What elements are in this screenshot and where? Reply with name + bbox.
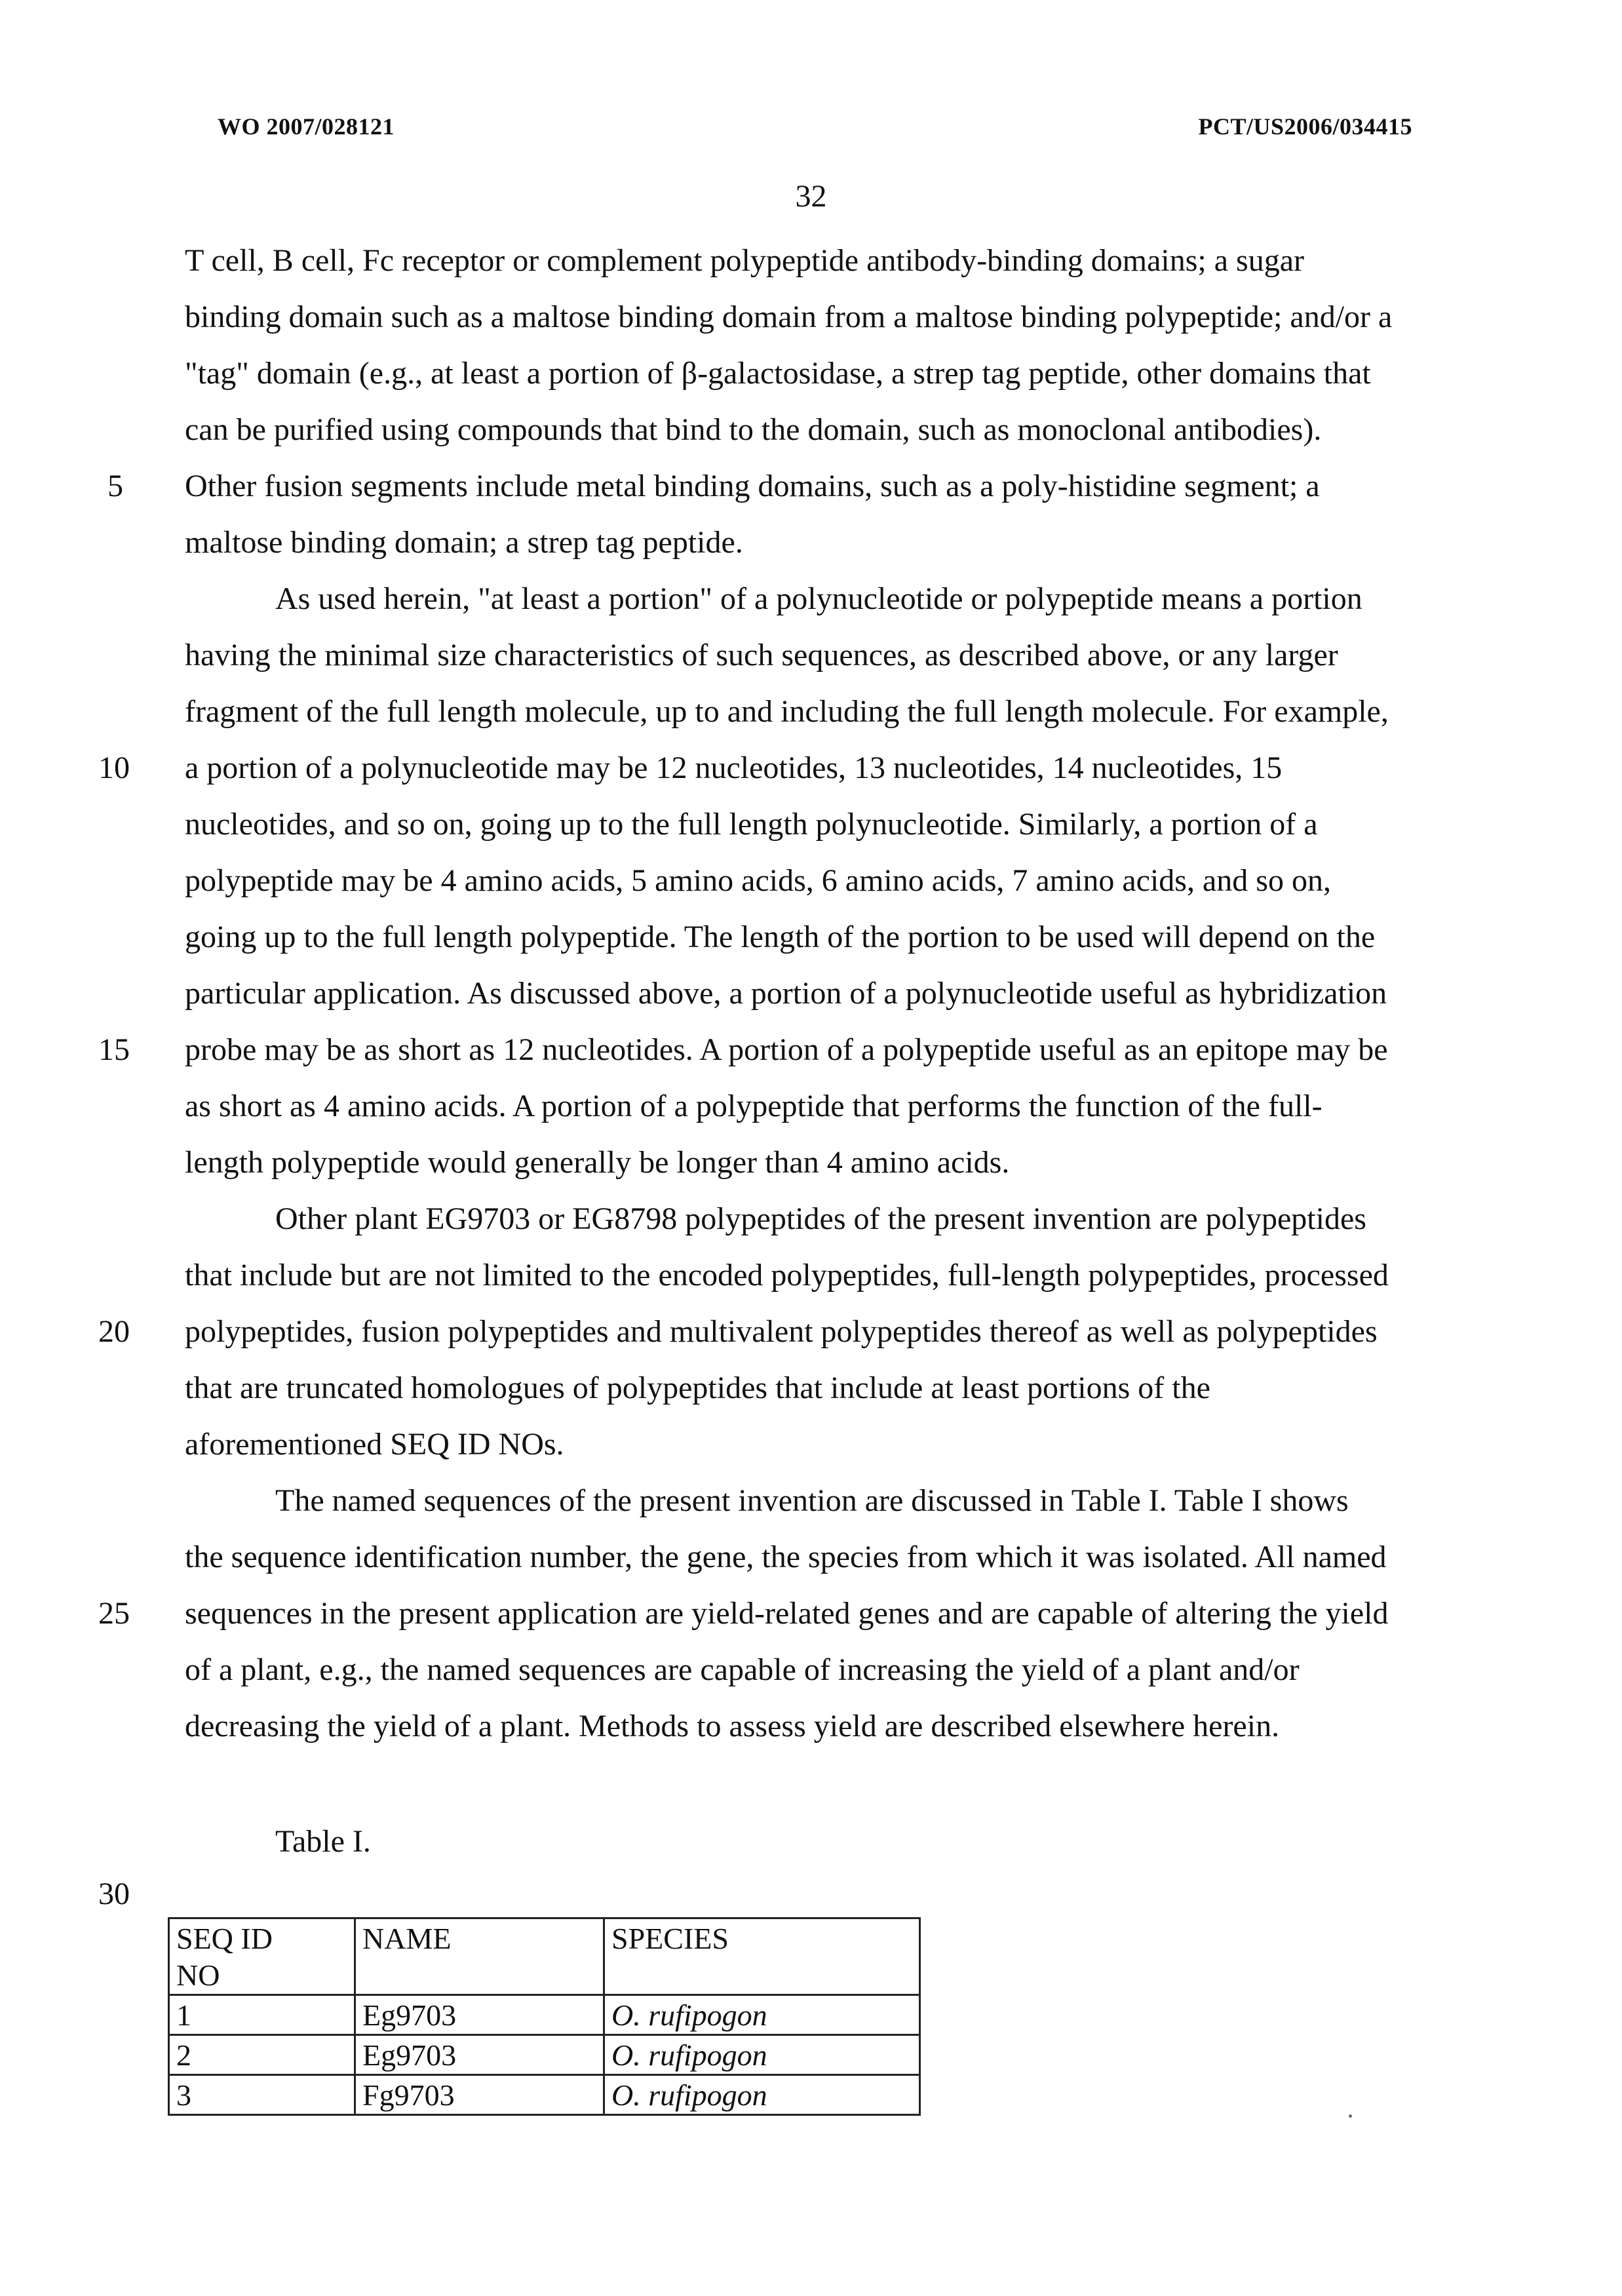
text-line: maltose binding domain; a strep tag peptide. [185,525,743,560]
column-header: NAME [355,1918,604,1995]
application-number: PCT/US2006/034415 [1198,113,1412,140]
table-cell: Fg9703 [355,2075,604,2115]
sequence-table [168,1917,921,2116]
table-cell: 1 [169,1995,355,2035]
text-line: The named sequences of the present invention are discussed in Table I. Table I shows [275,1483,1349,1518]
text-line: T cell, B cell, Fc receptor or complement polypeptide antibody-binding domains; a sugar [185,243,1305,278]
table-cell: 3 [169,2075,355,2115]
margin-line-number: 15 [98,1032,130,1067]
publication-number: WO 2007/028121 [218,113,395,140]
text-line: binding domain such as a maltose binding domain from a maltose binding polypeptide; and/or a [185,300,1393,334]
text-line: sequences in the present application are yield-related genes and are capable of altering the yield [185,1596,1389,1631]
scan-speck [1349,2114,1352,2118]
text-line: aforementioned SEQ ID NOs. [185,1427,564,1462]
text-line: particular application. As discussed above, a portion of a polynucleotide useful as hybridization [185,976,1387,1011]
table-caption: Table I. [275,1824,371,1859]
text-line: as short as 4 amino acids. A portion of a polypeptide that performs the function of the full- [185,1089,1323,1123]
column-header: SPECIES [604,1918,920,1995]
text-line: length polypeptide would generally be longer than 4 amino acids. [185,1145,1010,1180]
table-cell: Eg9703 [355,1995,604,2035]
text-line: fragment of the full length molecule, up to and including the full length molecule. For example, [185,694,1389,729]
text-line: that are truncated homologues of polypeptides that include at least portions of the [185,1371,1210,1405]
text-line: having the minimal size characteristics of such sequences, as described above, or any larger [185,638,1338,672]
table-row [169,1995,920,2035]
text-line: going up to the full length polypeptide. The length of the portion to be used will depend on the [185,920,1376,954]
column-header [169,1918,355,1995]
table-row [169,2035,920,2075]
text-line: nucleotides, and so on, going up to the full length polynucleotide. Similarly, a portion of a [185,807,1318,842]
table-cell: Eg9703 [355,2035,604,2075]
table-row [169,2075,920,2115]
text-line: Other plant EG9703 or EG8798 polypeptides of the present invention are polypeptides [275,1201,1366,1236]
table-cell: O. rufipogon [604,1995,920,2035]
margin-line-number: 5 [107,469,123,503]
table-header-row [169,1918,920,1995]
text-line: that include but are not limited to the encoded polypeptides, full-length polypeptides, processed [185,1258,1389,1293]
text-line: the sequence identification number, the gene, the species from which it was isolated. All named [185,1540,1387,1574]
text-line: "tag" domain (e.g., at least a portion of β-galactosidase, a strep tag peptide, other domains that [185,356,1371,391]
page-number: 32 [795,179,827,214]
text-line: of a plant, e.g., the named sequences are capable of increasing the yield of a plant and/or [185,1652,1300,1687]
text-line: polypeptides, fusion polypeptides and multivalent polypeptides thereof as well as polypeptides [185,1314,1378,1349]
margin-line-number: 30 [98,1877,130,1911]
table-cell: O. rufipogon [604,2035,920,2075]
text-line: decreasing the yield of a plant. Methods to assess yield are described elsewhere herein. [185,1709,1280,1743]
text-line: Other fusion segments include metal binding domains, such as a poly-histidine segment; a [185,469,1320,503]
text-line: As used herein, "at least a portion" of a polynucleotide or polypeptide means a portion [275,581,1362,616]
text-line: polypeptide may be 4 amino acids, 5 amino acids, 6 amino acids, 7 amino acids, and so on, [185,863,1331,898]
text-line: a portion of a polynucleotide may be 12 nucleotides, 13 nucleotides, 14 nucleotides, 15 [185,750,1283,785]
margin-line-number: 20 [98,1314,130,1349]
text-line: probe may be as short as 12 nucleotides. A portion of a polypeptide useful as an epitope may be [185,1032,1388,1067]
table-cell: O. rufipogon [604,2075,920,2115]
margin-line-number: 25 [98,1596,130,1631]
text-line: can be purified using compounds that bind to the domain, such as monoclonal antibodies). [185,412,1322,447]
table-cell: 2 [169,2035,355,2075]
header-seq-id: SEQ ID NO [176,1922,273,1992]
margin-line-number: 10 [98,750,130,785]
